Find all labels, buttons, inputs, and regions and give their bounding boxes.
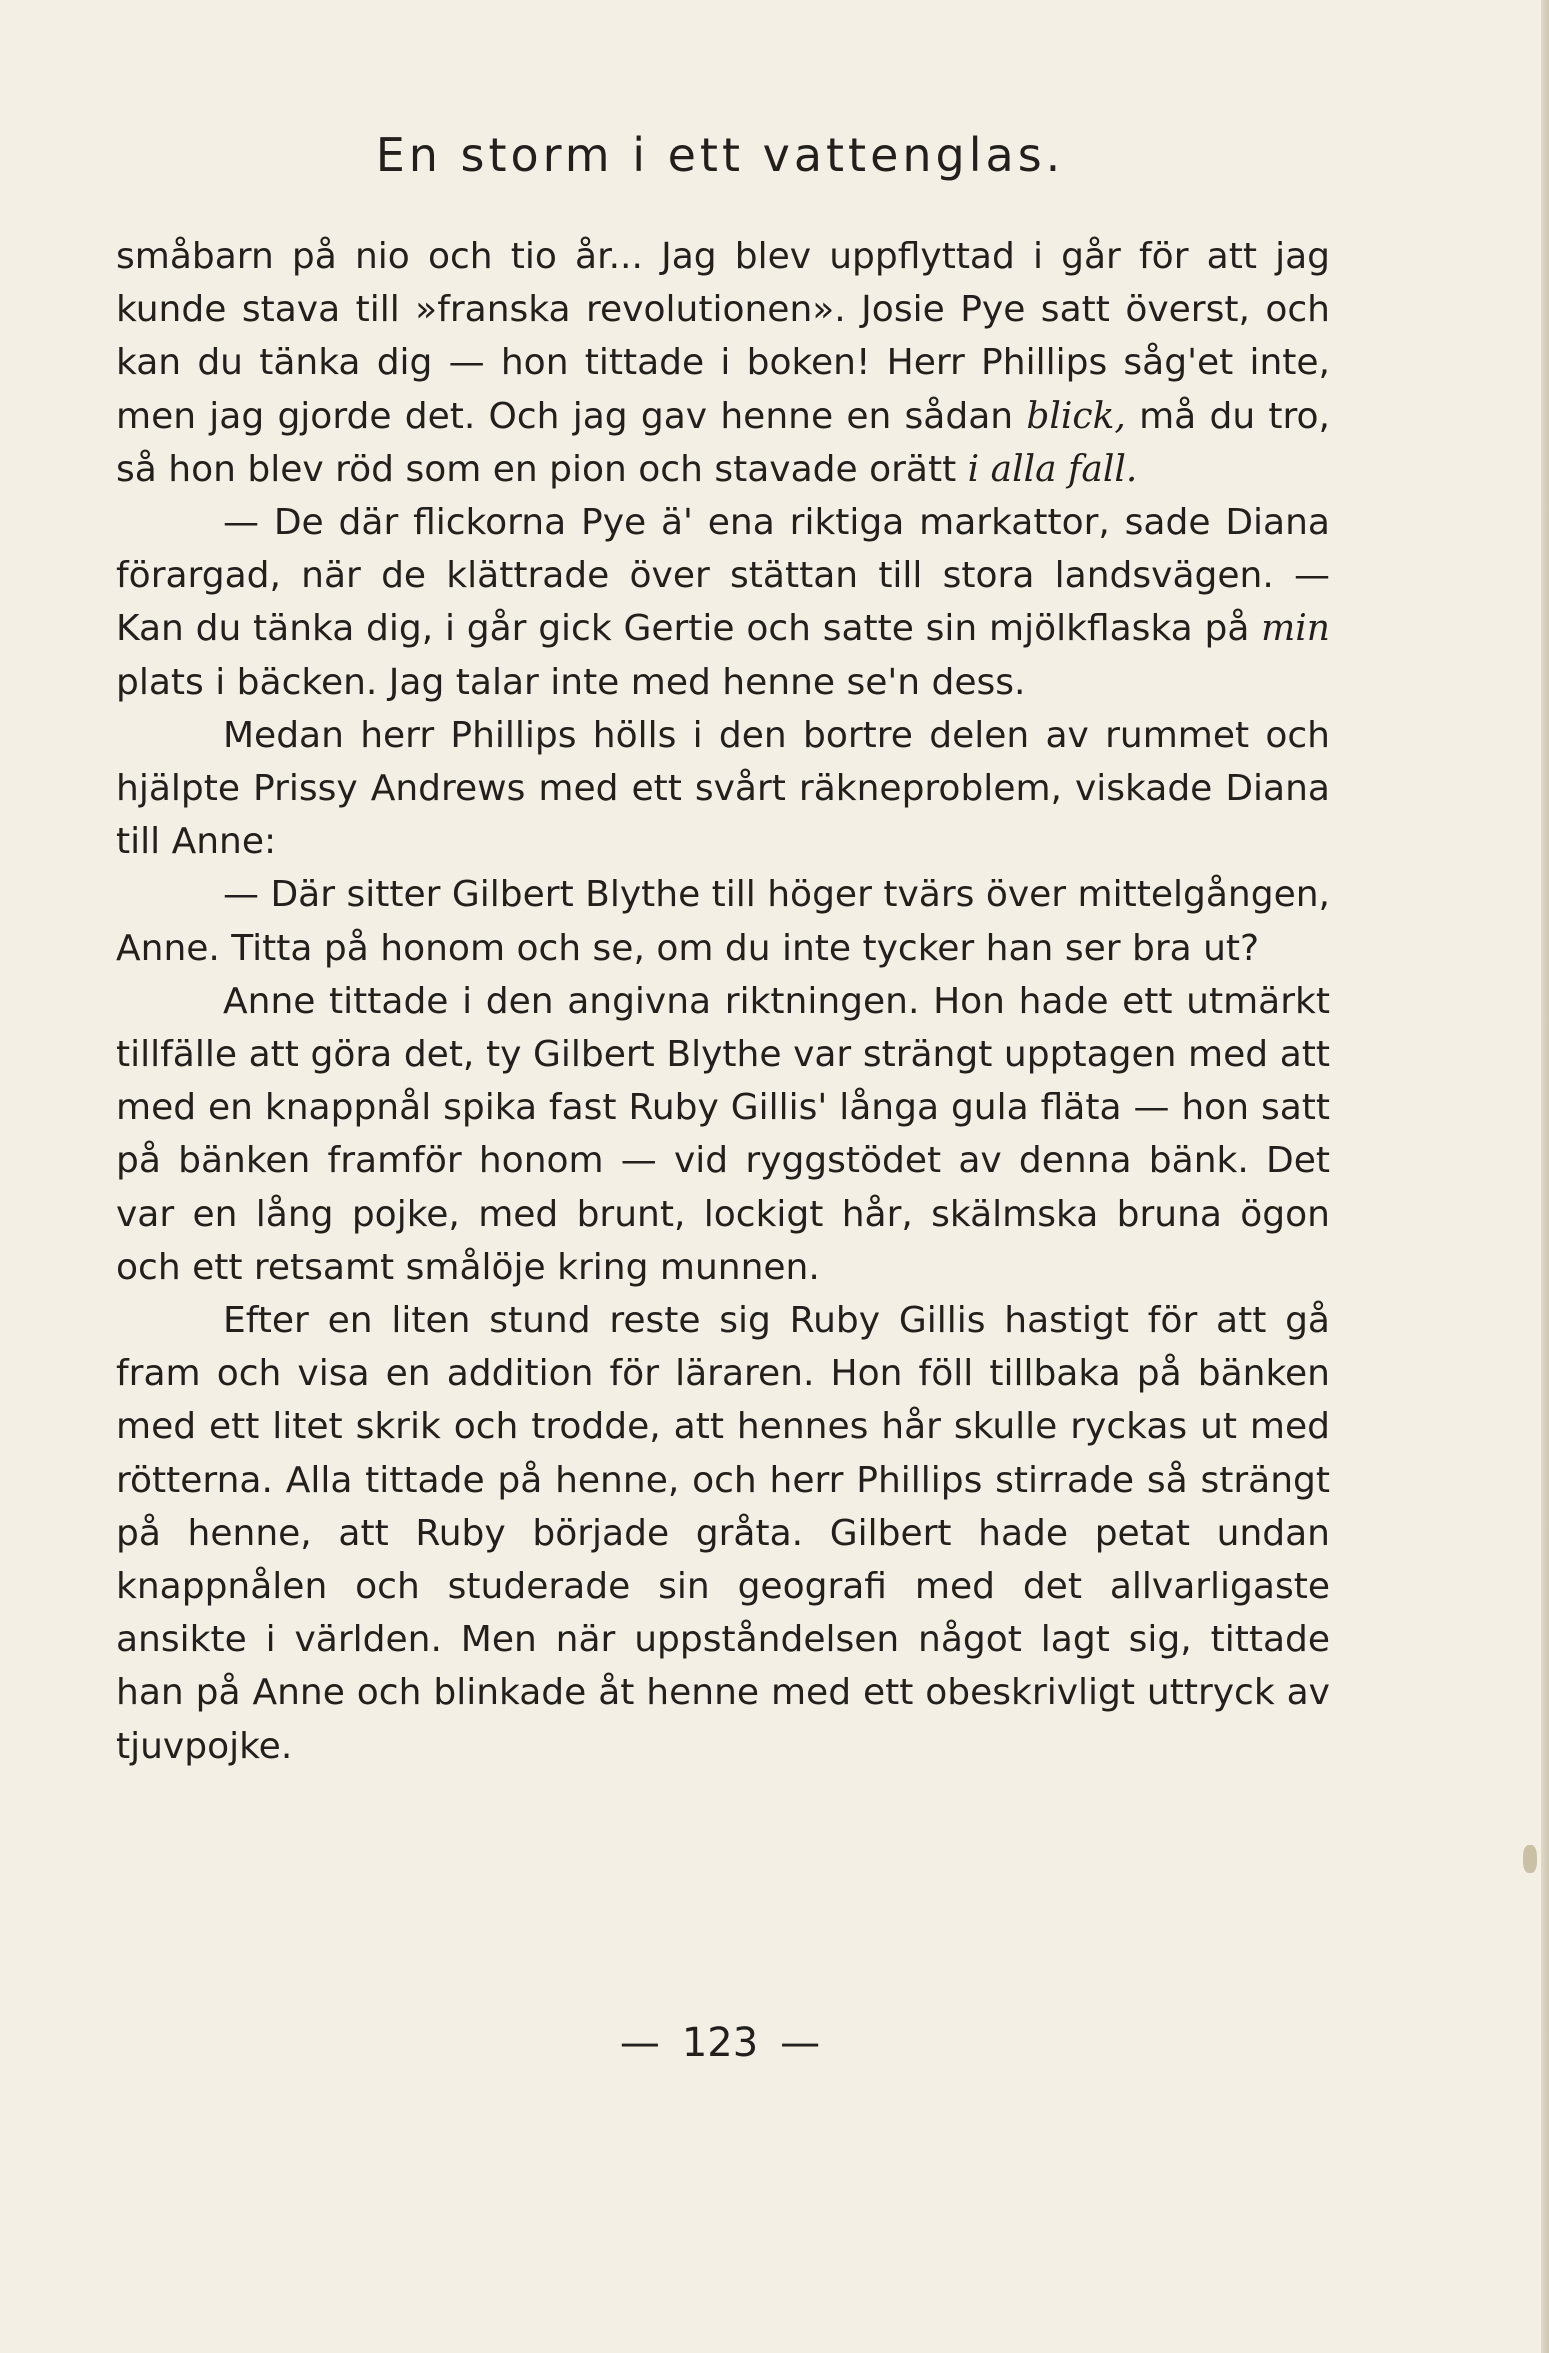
italic-text: blick, bbox=[1026, 395, 1126, 437]
text-run: Anne tittade i den angivna riktningen. Hon hade ett utmärkt tillfälle att göra det, ty Gilbert Blythe var strängt upptagen med att med en knappnål spika fast Ruby Gillis' långa gula fläta — hon satt på bänken framför honom — vid ryggstödet av denna bänk. Det var en lång pojke, med brunt, lockigt hår, skälmska bruna ögon och ett retsamt smålöje kring munnen. bbox=[116, 980, 1330, 1288]
text-run: småbarn på nio och tio år... Jag blev uppflyttad i går för att jag kunde stava till »franska revolutionen». Josie Pye satt överst, och kan du tänka dig — hon tittade i boken! Herr Phillips såg'et inte, men jag gjorde det. Och jag gav henne en sådan bbox=[116, 236, 1330, 437]
text-run: Efter en liten stund reste sig Ruby Gillis hastigt för att gå fram och visa en addition för läraren. Hon föll tillbaka på bänken med ett litet skrik och trodde, att hennes hår skulle ryckas ut med rötterna. Alla tittade på henne, och herr Phillips stirrade så strängt på henne, att Ruby började gråta. Gilbert hade petat undan knappnålen och studerade sin geografi med det allvarligaste ansikte i världen. Men när uppståndelsen något lagt sig, tittade han på Anne och blinkade åt henne med ett obeskrivligt uttryck av tjuvpojke. bbox=[116, 1300, 1330, 1767]
paragraph bbox=[116, 1294, 1330, 1773]
body-text bbox=[116, 230, 1330, 1773]
italic-text: i alla fall. bbox=[967, 448, 1138, 490]
text-run: Medan herr Phillips hölls i den bortre delen av rummet och hjälpte Prissy Andrews med ett svårt räkneproblem, viskade Diana till Anne: bbox=[116, 714, 1330, 863]
text-run: — Där sitter Gilbert Blythe till höger tvärs över mittelgången, Anne. Titta på honom och se, om du inte tycker han ser bra ut? bbox=[116, 874, 1330, 969]
paragraph bbox=[116, 496, 1330, 709]
paragraph bbox=[116, 868, 1330, 974]
text-run: — De där flickorna Pye ä' ena riktiga markattor, sade Diana förargad, när de klättrade över stättan till stora landsvägen. — Kan du tänka dig, i går gick Gertie och satte sin mjölkflaska på bbox=[116, 502, 1330, 650]
paragraph bbox=[116, 230, 1330, 496]
text-run: plats i bäcken. Jag talar inte med henne se'n dess. bbox=[116, 661, 1026, 703]
folio-dash-left: — bbox=[619, 2020, 660, 2066]
folio-number: 123 bbox=[681, 2020, 759, 2066]
paper-blemish bbox=[1523, 1845, 1537, 1873]
page-number bbox=[0, 2020, 1440, 2066]
running-head: En storm i ett vattenglas. bbox=[375, 128, 1065, 182]
paragraph bbox=[116, 975, 1330, 1294]
folio-dash-right: — bbox=[780, 2020, 821, 2066]
page-edge bbox=[1541, 0, 1549, 2353]
paragraph bbox=[116, 709, 1330, 869]
italic-text: min bbox=[1261, 608, 1330, 650]
text-run: må du tro, så hon blev röd som en pion och stavade orätt bbox=[116, 395, 1330, 490]
